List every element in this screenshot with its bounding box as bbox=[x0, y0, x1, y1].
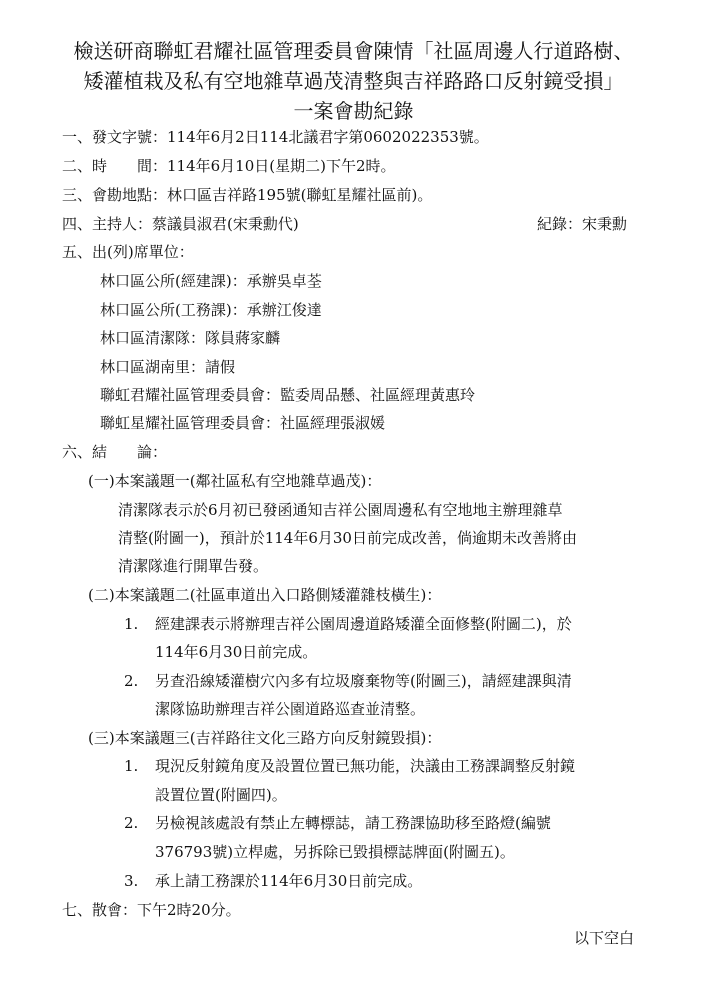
document-title-line-1: 檢送研商聯虹君耀社區管理委員會陳情「社區周邊人行道路樹、 bbox=[73, 39, 634, 63]
topic-3-item-text: 376793號)立桿處，另拆除已毀損標誌牌面(附圖五)。 bbox=[155, 843, 515, 861]
topic-3-item-number: 3. bbox=[124, 872, 139, 890]
topic-2-item-text: 經建課表示將辦理吉祥公園周邊道路矮灌全面修整(附圖二)，於 bbox=[155, 615, 572, 633]
item-time: 二、時 間：114年6月10日(星期二)下午2時。 bbox=[62, 157, 396, 175]
attendee-entry: 林口區公所(工務課)：承辦江俊達 bbox=[100, 301, 322, 319]
topic-2-item-number: 2. bbox=[124, 672, 139, 690]
attendee-entry: 林口區清潔隊：隊員蔣家麟 bbox=[100, 329, 281, 347]
topic-3-item-text: 設置位置(附圖四)。 bbox=[155, 786, 287, 804]
topic-3-item-text: 承上請工務課於114年6月30日前完成。 bbox=[155, 872, 423, 890]
closing-remark: 以下空白 bbox=[574, 929, 635, 947]
attendee-entry: 聯虹星耀社區管理委員會：社區經理張淑媛 bbox=[100, 414, 386, 432]
topic-1-text: 清潔隊表示於6月初已發函通知吉祥公園周邊私有空地地主辦理雜草 bbox=[118, 501, 563, 519]
topic-1-heading: (一)本案議題一(鄰社區私有空地雜草過茂)： bbox=[88, 472, 382, 490]
topic-2-heading: (二)本案議題二(社區車道出入口路側矮灌雜枝橫生)： bbox=[88, 586, 442, 604]
conclusion-heading: 六、結 論： bbox=[62, 443, 168, 461]
topic-2-item-text: 另查沿線矮灌樹穴內多有垃圾廢棄物等(附圖三)，請經建課與清 bbox=[155, 672, 572, 690]
attendee-entry: 聯虹君耀社區管理委員會：監委周品懸、社區經理黃惠玲 bbox=[100, 386, 476, 404]
adjournment: 七、散會：下午2時20分。 bbox=[62, 901, 241, 919]
item-attendees-heading: 五、出(列)席單位： bbox=[62, 243, 194, 261]
attendee-entry: 林口區公所(經建課)：承辦吳卓荃 bbox=[100, 272, 322, 290]
document-title-line-3: 一案會勘紀錄 bbox=[293, 99, 414, 123]
topic-2-item-text: 114年6月30日前完成。 bbox=[155, 643, 318, 661]
attendee-entry: 林口區湖南里：請假 bbox=[100, 358, 236, 376]
item-host: 四、主持人：蔡議員淑君(宋秉勳代) bbox=[62, 215, 299, 233]
topic-3-item-text: 現況反射鏡角度及設置位置已無功能，決議由工務課調整反射鏡 bbox=[155, 757, 576, 775]
item-document-number: 一、發文字號：114年6月2日114北議君字第0602022353號。 bbox=[62, 128, 489, 146]
topic-2-item-text: 潔隊協助辦理吉祥公園道路巡查並清整。 bbox=[155, 700, 426, 718]
topic-1-text: 清整(附圖一)，預計於114年6月30日前完成改善，倘逾期未改善將由 bbox=[118, 529, 577, 547]
topic-1-text: 清潔隊進行開單告發。 bbox=[118, 557, 269, 575]
topic-3-item-number: 1. bbox=[124, 757, 139, 775]
topic-2-item-number: 1. bbox=[124, 615, 139, 633]
topic-3-item-number: 2. bbox=[124, 814, 139, 832]
item-location: 三、會勘地點：林口區吉祥路195號(聯虹星耀社區前)。 bbox=[62, 186, 433, 204]
item-recorder: 紀錄：宋秉勳 bbox=[537, 215, 628, 233]
topic-3-heading: (三)本案議題三(吉祥路往文化三路方向反射鏡毀損)： bbox=[88, 729, 442, 747]
document-title-line-2: 矮灌植栽及私有空地雜草過茂清整與吉祥路路口反射鏡受損」 bbox=[83, 69, 624, 93]
topic-3-item-text: 另檢視該處設有禁止左轉標誌，請工務課協助移至路燈(編號 bbox=[155, 814, 551, 832]
